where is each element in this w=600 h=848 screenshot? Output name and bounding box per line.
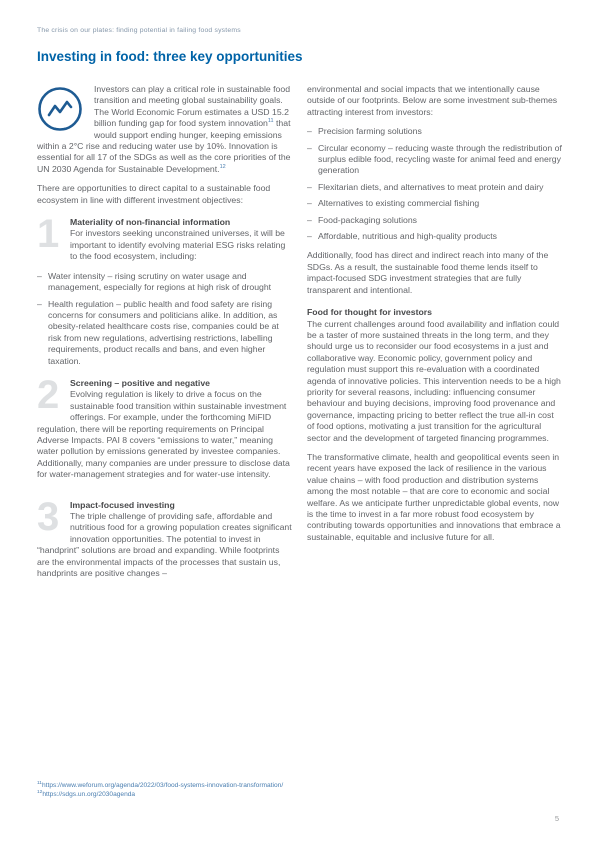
section-heading-2: Screening – positive and negative	[70, 377, 211, 388]
footnote-number: 11	[37, 780, 42, 786]
footnote-link-weforum[interactable]: https://www.weforum.org/agenda/2022/03/food-systems-innovation-transformation/	[41, 781, 284, 789]
materiality-bullet-list	[37, 271, 293, 367]
left-column	[37, 84, 293, 587]
food-for-thought-heading: Food for thought for investors	[307, 307, 432, 318]
opportunities-lead-paragraph: There are opportunities to direct capital to a sustainable food ecosystem in line with different investment objectives:	[37, 183, 271, 205]
right-column	[307, 84, 563, 587]
dash-bullet: –	[307, 126, 312, 137]
list-item: – Affordable, nutritious and high-quality products	[307, 231, 498, 242]
dash-bullet: –	[307, 231, 312, 242]
page-title: Investing in food: three key opportunities	[37, 49, 303, 64]
section-heading-1: Materiality of non-financial information	[70, 217, 231, 228]
page-number: 5	[554, 814, 559, 823]
list-item: – Food-packaging solutions	[307, 214, 418, 225]
section-number-3: 3	[37, 494, 60, 539]
right-intro-paragraph: environmental and social impacts that we intentionally cause outside of our footprints. Below are some investment sub-themes attracting interest from investors:	[307, 84, 558, 117]
list-item: – Alternatives to existing commercial fishing	[307, 198, 480, 209]
dash-bullet: –	[307, 181, 312, 192]
section-materiality	[37, 212, 293, 271]
dash-bullet: –	[307, 198, 312, 209]
section-impact	[37, 494, 293, 588]
intro-text-2: that would support ending hunger, keeping emissions within a 2°C rise and reducing water use by 10%. Innovation is essential for all 17 of the SDGs as well as the core priorities of the UN 2030 Agenda for Sustainable Development.	[37, 118, 291, 174]
section-body-1: For investors seeking unconstrained universes, it will be important to identify evolving material ESG risks relating to the food ecosystem, including:	[70, 228, 286, 262]
sub-themes-bullet-list	[307, 126, 563, 242]
list-item: – Water intensity – rising scrutiny on water usage and management, especially for regions at high risk of drought	[37, 270, 272, 293]
section-number-2: 2	[37, 372, 60, 417]
dash-bullet: –	[307, 142, 312, 153]
two-column-body	[37, 84, 564, 587]
list-item: – Health regulation – public health and food safety are rising concerns for consumers and politicians alike. In addition, as obesity-related healthcare costs rise, companies could be at risk from new regulations, advertising restrictions, labelling requirements, product recalls and bans, and even higher taxation.	[37, 298, 279, 366]
section-heading-3: Impact-focused investing	[70, 499, 175, 510]
section-number-1: 1	[37, 212, 60, 257]
list-item: – Circular economy – reducing waste through the redistribution of surplus edible food, recycling waste for animal feed and energy generation	[307, 142, 562, 176]
footnotes	[37, 781, 283, 800]
footnote-number: 12	[37, 790, 43, 796]
food-for-thought-paragraph-1: The current challenges around food availability and inflation could be a taster of more sustained threats in the long term, and they should urge us to reconsider our food ecosystems in a just and collaborative way. Economic policy, government policy and regulation must support this re-evaluation with a coordinated agenda of innovative policies. This intervention needs to be a high priority for several reasons, including: influencing consumer behaviour and buying decisions, improving food provenance and governance, impacting pricing to better reflect the true all-in cost of food options, motivating a just transition for the agricultural sector and the development of targeted financing programmes.	[307, 318, 561, 443]
intro-text-1: Investors can play a critical role in sustainable food transition and meeting global sustainability goals. The World Economic Forum estimates a USD 15.2 billion funding gap for food system innovation	[94, 84, 291, 129]
additionally-paragraph: Additionally, food has direct and indirect reach into many of the SDGs. As a result, the sustainable food theme lends itself to impact-focused SDG investment strategies that are fully transparent and intentional.	[307, 250, 549, 295]
food-for-thought-paragraph-2: The transformative climate, health and geopolitical events seen in recent years have exposed the lack of resilience in the various value chains – with food production and distribution systems among the most notable – that are core to economic and social welfare. As we anticipate further unpredictable global events, now is the time to invest in a far more robust food ecosystem by contributing towards opportunities and innovations that embrace a sustainable, equitable and inclusive future for all.	[307, 451, 561, 542]
dash-bullet: –	[37, 298, 42, 309]
section-screening	[37, 372, 293, 489]
dash-bullet: –	[37, 270, 42, 281]
section-body-3: The triple challenge of providing safe, affordable and nutritious food for a growing population creates significant innovation opportunities. The potential to invest in “handprint” solutions are broad and expanding. While footprints are the environmental impacts of the processes that sustain us, handprints are positive changes –	[37, 511, 292, 579]
line-chart-icon	[37, 86, 83, 132]
list-item: – Flexitarian diets, and alternatives to meat protein and dairy	[307, 181, 544, 192]
footnote-11	[37, 781, 283, 791]
footnote-link-sdgs[interactable]: https://sdgs.un.org/2030agenda	[42, 791, 136, 799]
list-item: – Precision farming solutions	[307, 126, 422, 137]
running-header: The crisis on our plates: finding potential in failing food systems	[37, 27, 241, 34]
dash-bullet: –	[307, 214, 312, 225]
intro-paragraph	[37, 84, 293, 175]
footnote-12	[37, 790, 283, 800]
footnote-ref-12: 12	[219, 163, 226, 170]
footnote-ref-11: 11	[267, 118, 274, 125]
section-body-2: Evolving regulation is likely to drive a focus on the sustainable food transition within sustainable investment offerings. For example, under the forthcoming MiFID regulation, there will be reporting requirements on Principal Adverse Impacts. PAI 8 covers “emissions to water,” meaning water pollution by emissions generated by investee companies. Additionally, many companies are under pressure to disclose data for water-management strategies and for water-use intensity.	[37, 389, 290, 480]
